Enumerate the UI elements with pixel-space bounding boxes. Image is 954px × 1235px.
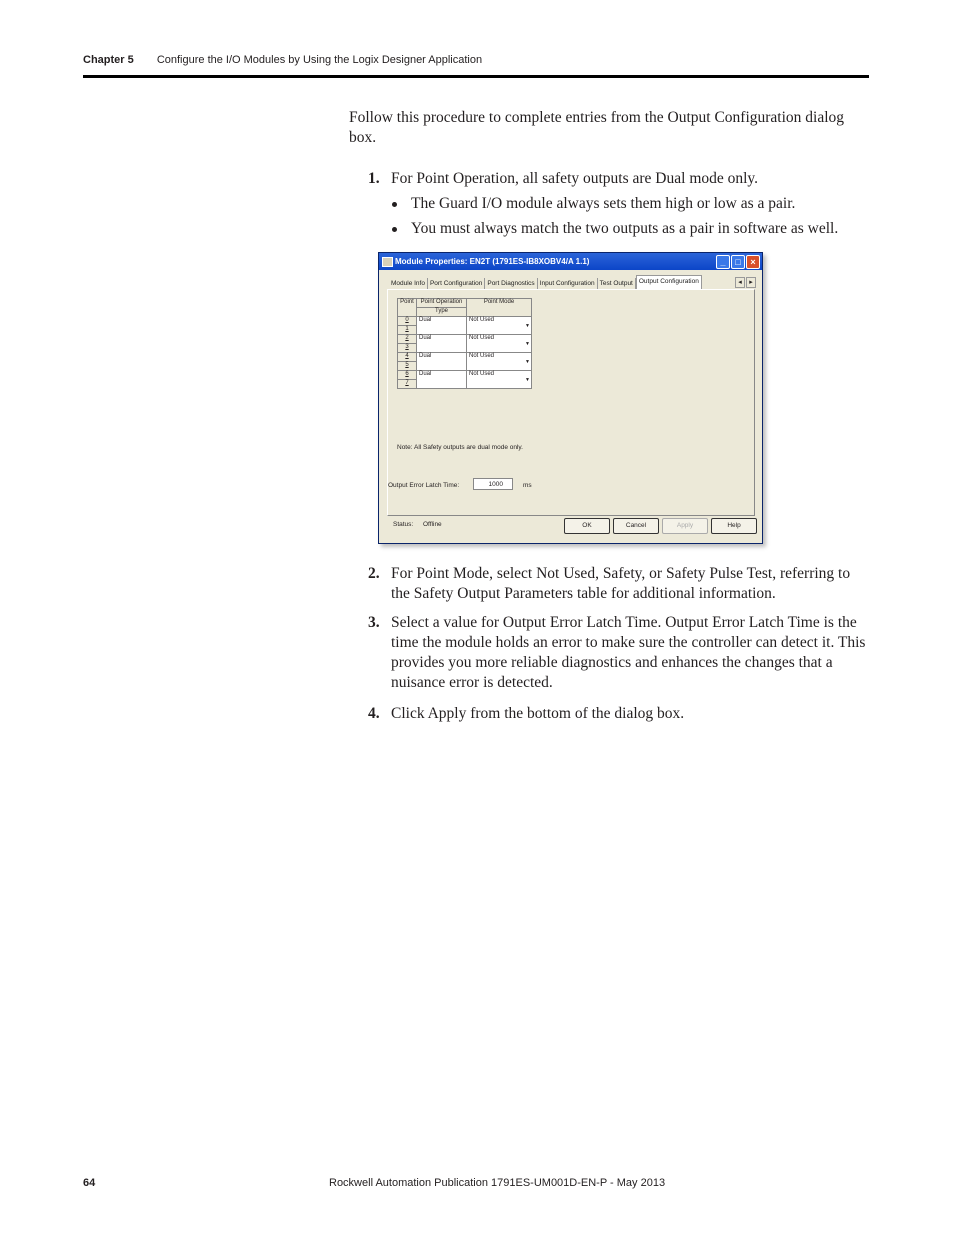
step-2 xyxy=(368,564,868,604)
step-text: Click Apply from the bottom of the dialog box. xyxy=(391,705,685,722)
tab-port-diagnostics[interactable]: Port Diagnostics xyxy=(485,278,537,289)
point-type: Dual xyxy=(417,317,467,335)
bullet-item xyxy=(392,194,862,214)
step-number: 3. xyxy=(368,614,380,631)
chapter-title: Configure the I/O Modules by Using the Logix Designer Application xyxy=(156,54,483,66)
tab-test-output[interactable]: Test Output xyxy=(598,278,636,289)
point-type: Dual xyxy=(417,371,467,389)
step-number: 2. xyxy=(368,565,380,582)
arrow-left-icon[interactable]: ◂ xyxy=(735,277,745,288)
point-number: 3 xyxy=(398,344,417,353)
point-number: 0 xyxy=(398,317,417,326)
chapter-label: Chapter 5 xyxy=(83,54,134,66)
point-number: 1 xyxy=(398,326,417,335)
step-text: Select a value for Output Error Latch Time. Output Error Latch Time is the time the module holds an error to make sure the controller can detect it. This provides you more reliable diagnostics and enhances the changes that a nuisance error is detected. xyxy=(391,614,866,691)
bullet-item xyxy=(392,219,862,239)
running-header xyxy=(83,54,482,66)
module-properties-dialog xyxy=(378,252,763,544)
close-icon[interactable]: × xyxy=(746,255,760,269)
maximize-icon[interactable]: □ xyxy=(731,255,745,269)
point-number: 6 xyxy=(398,371,417,380)
status-value: Offline xyxy=(423,521,442,528)
point-number: 5 xyxy=(398,362,417,371)
col-type-header: Type xyxy=(417,308,467,317)
latch-time-label: Output Error Latch Time: xyxy=(388,482,460,489)
step-text: For Point Operation, all safety outputs are Dual mode only. xyxy=(391,170,759,187)
apply-button[interactable]: Apply xyxy=(662,518,708,534)
col-mode-header: Point Mode xyxy=(467,299,532,317)
publication-info: Rockwell Automation Publication 1791ES-UM001D-EN-P - May 2013 xyxy=(329,1177,666,1189)
latch-time-input[interactable]: 1000 xyxy=(473,478,513,490)
dialog-title: Module Properties: EN2T (1791ES-IB8XOBV4/A 1.1) xyxy=(395,257,590,266)
step-text: For Point Mode, select Not Used, Safety, or Safety Pulse Test, referring to the Safety Output Parameters table for additional information. xyxy=(391,565,851,602)
point-type: Dual xyxy=(417,353,467,371)
step-number: 1. xyxy=(368,170,380,187)
cancel-button[interactable]: Cancel xyxy=(613,518,659,534)
latch-time-unit: ms xyxy=(523,482,532,489)
dropdown-arrow-icon[interactable]: ▼ xyxy=(525,377,530,383)
dual-mode-note: Note: All Safety outputs are dual mode only. xyxy=(397,444,523,451)
point-mode-select[interactable] xyxy=(467,317,532,335)
tab-scroll-arrows xyxy=(734,277,756,288)
window-icon xyxy=(382,257,393,267)
point-mode-value: Not Used xyxy=(469,353,495,359)
col-point-header: Point xyxy=(398,299,417,317)
step-number: 4. xyxy=(368,705,380,722)
bullet-text: The Guard I/O module always sets them high or low as a pair. xyxy=(411,195,796,212)
point-number: 4 xyxy=(398,353,417,362)
tab-input-configuration[interactable]: Input Configuration xyxy=(538,278,598,289)
tab-port-configuration[interactable]: Port Configuration xyxy=(428,278,485,289)
point-mode-select[interactable] xyxy=(467,335,532,353)
bullet-dot xyxy=(392,227,397,232)
bullet-text: You must always match the two outputs as a pair in software as well. xyxy=(411,220,839,237)
point-mode-value: Not Used xyxy=(469,371,495,377)
point-mode-value: Not Used xyxy=(469,335,495,341)
output-grid xyxy=(397,298,532,389)
point-mode-select[interactable] xyxy=(467,371,532,389)
intro-paragraph: Follow this procedure to complete entries from the Output Configuration dialog box. xyxy=(349,109,845,146)
dropdown-arrow-icon[interactable]: ▼ xyxy=(525,341,530,347)
header-rule xyxy=(83,75,869,78)
col-operation-header: Point Operation xyxy=(417,299,467,308)
page-number: 64 xyxy=(83,1177,96,1189)
help-button[interactable]: Help xyxy=(711,518,757,534)
dialog-titlebar xyxy=(379,253,762,270)
dropdown-arrow-icon[interactable]: ▼ xyxy=(525,359,530,365)
step-3 xyxy=(368,613,868,693)
dropdown-arrow-icon[interactable]: ▼ xyxy=(525,323,530,329)
tab-module-info[interactable]: Module Info xyxy=(389,278,428,289)
step-4 xyxy=(368,704,868,724)
step-1 xyxy=(368,169,868,189)
status-label: Status: xyxy=(393,521,414,528)
point-type: Dual xyxy=(417,335,467,353)
ok-button[interactable]: OK xyxy=(564,518,610,534)
point-mode-select[interactable] xyxy=(467,353,532,371)
point-number: 2 xyxy=(398,335,417,344)
arrow-right-icon[interactable]: ▸ xyxy=(746,277,756,288)
point-mode-value: Not Used xyxy=(469,317,495,323)
minimize-icon[interactable]: _ xyxy=(716,255,730,269)
tab-output-configuration[interactable]: Output Configuration xyxy=(636,275,702,289)
point-number: 7 xyxy=(398,380,417,389)
bullet-dot xyxy=(392,202,397,207)
